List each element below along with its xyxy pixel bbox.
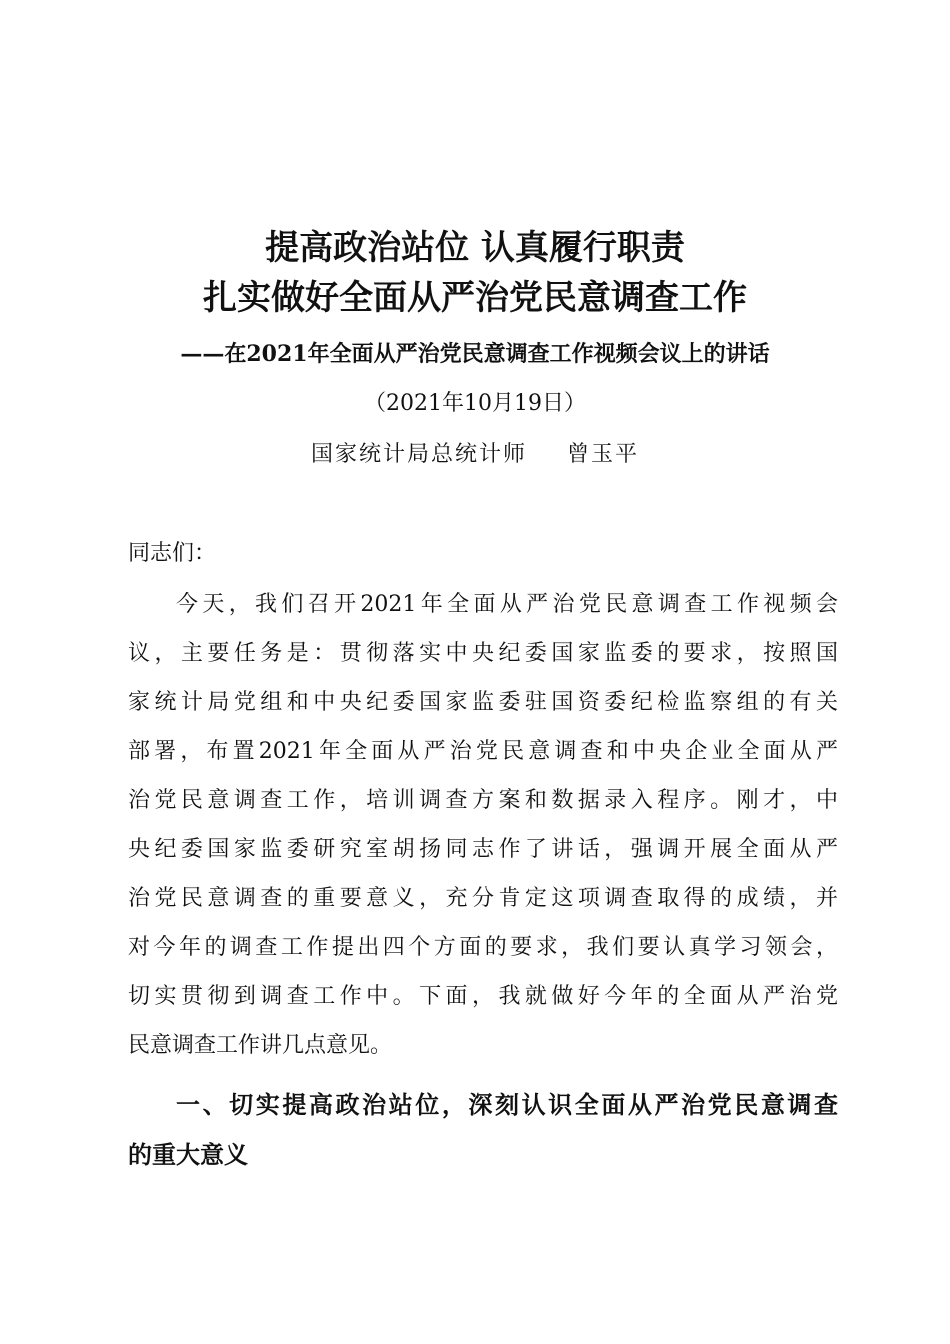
body-line: 议，主要任务是：贯彻落实中央纪委国家监委的要求，按照国	[128, 641, 838, 666]
body-line: 治党民意调查的重要意义，充分肯定这项调查取得的成绩，并	[128, 886, 838, 911]
body-paragraph	[128, 580, 838, 1070]
document-subtitle: ——在2021年全面从严治党民意调查工作视频会议上的讲话	[180, 341, 770, 367]
author-organization: 国家统计局总统计师	[310, 442, 527, 467]
author-name: 曾玉平	[567, 442, 640, 467]
author-line	[0, 437, 950, 473]
body-line: 家统计局党组和中央纪委国家监委驻国资委纪检监察组的有关	[128, 690, 838, 715]
document-title-line-2: 扎实做好全面从严治党民意调查工作	[203, 278, 747, 318]
body-line: 切实贯彻到调查工作中。下面，我就做好今年的全面从严治党	[128, 984, 838, 1009]
body-line: 部署，布置2021年全面从严治党民意调查和中央企业全面从严	[128, 739, 838, 764]
body-line: 对今年的调查工作提出四个方面的要求，我们要认真学习领会，	[128, 935, 838, 960]
salutation: 同志们：	[128, 541, 217, 566]
section-heading-line-2: 的重大意义	[128, 1141, 248, 1169]
body-line: 今天，我们召开2021年全面从严治党民意调查工作视频会	[176, 592, 838, 617]
section-heading	[128, 1080, 838, 1180]
section-heading-line-1: 一、切实提高政治站位，深刻认识全面从严治党民意调查	[176, 1091, 838, 1119]
speech-date: （2021年10月19日）	[364, 391, 586, 416]
document-title-line-1: 提高政治站位 认真履行职责	[265, 228, 685, 268]
body-line: 央纪委国家监委研究室胡扬同志作了讲话，强调开展全面从严	[128, 837, 838, 862]
body-line: 治党民意调查工作，培训调查方案和数据录入程序。刚才，中	[128, 788, 838, 813]
body-line: 民意调查工作讲几点意见。	[128, 1033, 393, 1058]
